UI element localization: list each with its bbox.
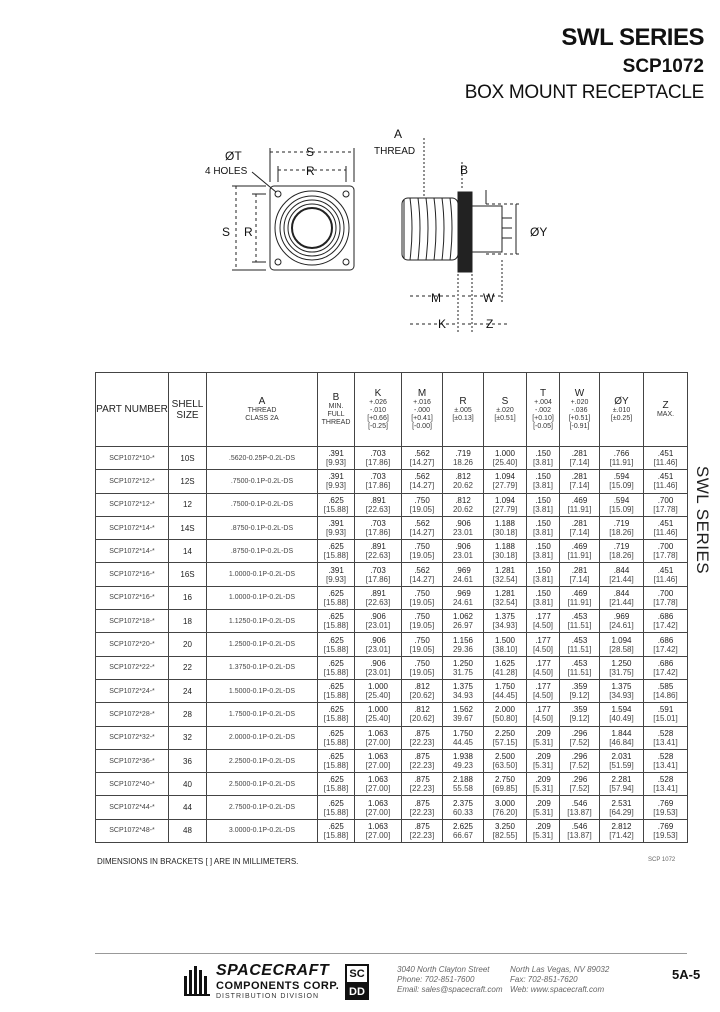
shell-size-cell: 14 <box>169 540 207 563</box>
part-number-cell: SCP1072*48-* <box>96 819 169 842</box>
part-number-cell: SCP1072*10-* <box>96 447 169 470</box>
dim-t-cell: .209 [5.31] <box>527 819 560 842</box>
table-row <box>96 563 688 586</box>
label-r-left: R <box>244 225 253 239</box>
dim-t-cell: .209 [5.31] <box>527 749 560 772</box>
table-header-row <box>96 373 688 447</box>
dim-t-cell: .150 [3.81] <box>527 540 560 563</box>
dim-y-cell: 2.031 [51.59] <box>600 749 644 772</box>
dim-b-cell: .625 [15.88] <box>318 703 355 726</box>
col-a-thread: A THREAD CLASS 2A <box>207 373 318 447</box>
shell-size-cell: 32 <box>169 726 207 749</box>
dim-b-cell: .625 [15.88] <box>318 679 355 702</box>
thread-cell: 2.5000-0.1P-0.2L-DS <box>207 773 318 796</box>
dim-y-cell: .594 [15.09] <box>600 493 644 516</box>
dim-r-cell: .906 23.01 <box>443 540 484 563</box>
dim-r-cell: 1.062 26.97 <box>443 610 484 633</box>
dim-m-cell: .750 [19.05] <box>402 610 443 633</box>
part-number-cell: SCP1072*44-* <box>96 796 169 819</box>
dim-y-cell: 1.250 [31.75] <box>600 656 644 679</box>
dim-t-cell: .177 [4.50] <box>527 679 560 702</box>
dim-y-cell: 1.594 [40.49] <box>600 703 644 726</box>
part-number-cell: SCP1072*14-* <box>96 540 169 563</box>
thread-cell: 1.0000-0.1P-0.2L-DS <box>207 586 318 609</box>
col-t: T +.004 -.002 [+0.10] [-0.05] <box>527 373 560 447</box>
footer-divider <box>95 953 687 954</box>
dim-z-cell: .686 [17.42] <box>644 610 688 633</box>
col-s: S ±.020 [±0.51] <box>484 373 527 447</box>
page-number: 5A-5 <box>672 967 701 982</box>
dim-s-cell: 2.250 [57.15] <box>484 726 527 749</box>
dim-m-cell: .812 [20.62] <box>402 679 443 702</box>
table-row <box>96 610 688 633</box>
dim-s-cell: 1.188 [30.18] <box>484 516 527 539</box>
dim-k-cell: 1.000 [25.40] <box>355 703 402 726</box>
label-holes: 4 HOLES <box>205 166 248 177</box>
dim-y-cell: .594 [15.09] <box>600 470 644 493</box>
thread-cell: 1.0000-0.1P-0.2L-DS <box>207 563 318 586</box>
label-m: M <box>431 291 441 305</box>
dim-m-cell: .562 [14.27] <box>402 516 443 539</box>
dim-t-cell: .150 [3.81] <box>527 516 560 539</box>
dim-s-cell: 1.500 [38.10] <box>484 633 527 656</box>
dim-b-cell: .625 [15.88] <box>318 540 355 563</box>
dim-k-cell: 1.063 [27.00] <box>355 796 402 819</box>
dim-s-cell: 1.375 [34.93] <box>484 610 527 633</box>
label-w: W <box>483 291 495 305</box>
table-row <box>96 586 688 609</box>
dim-r-cell: .812 20.62 <box>443 470 484 493</box>
dim-w-cell: .281 [7.14] <box>560 447 600 470</box>
col-m: M +.016 -.000 [+0.41] [-0.00] <box>402 373 443 447</box>
dim-w-cell: .453 [11.51] <box>560 633 600 656</box>
dim-r-cell: .812 20.62 <box>443 493 484 516</box>
dim-k-cell: 1.063 [27.00] <box>355 819 402 842</box>
dim-t-cell: .150 [3.81] <box>527 563 560 586</box>
shell-size-cell: 10S <box>169 447 207 470</box>
dim-t-cell: .177 [4.50] <box>527 656 560 679</box>
table-row <box>96 773 688 796</box>
dim-m-cell: .812 [20.62] <box>402 703 443 726</box>
address-block: 3040 North Clayton Street Phone: 702-851-7600 Email: sales@spacecraft.com <box>397 965 503 994</box>
dim-r-cell: .969 24.61 <box>443 563 484 586</box>
dim-w-cell: .469 [11.91] <box>560 540 600 563</box>
shell-size-cell: 22 <box>169 656 207 679</box>
dim-s-cell: 1.000 [25.40] <box>484 447 527 470</box>
dim-y-cell: .766 [11.91] <box>600 447 644 470</box>
dim-z-cell: .769 [19.53] <box>644 819 688 842</box>
dim-t-cell: .209 [5.31] <box>527 796 560 819</box>
dim-b-cell: .625 [15.88] <box>318 493 355 516</box>
thread-cell: .7500-0.1P-0.2L-DS <box>207 493 318 516</box>
dim-b-cell: .391 [9.93] <box>318 470 355 493</box>
table-row <box>96 540 688 563</box>
dim-k-cell: .703 [17.86] <box>355 470 402 493</box>
dim-s-cell: 2.750 [69.85] <box>484 773 527 796</box>
part-number-cell: SCP1072*16-* <box>96 563 169 586</box>
part-number-cell: SCP1072*14-* <box>96 516 169 539</box>
company-division: DISTRIBUTION DIVISION <box>216 993 320 1000</box>
thread-cell: 1.5000-0.1P-0.2L-DS <box>207 679 318 702</box>
dim-s-cell: 3.000 [76.20] <box>484 796 527 819</box>
dim-w-cell: .546 [13.87] <box>560 796 600 819</box>
dim-s-cell: 1.625 [41.28] <box>484 656 527 679</box>
dim-w-cell: .281 [7.14] <box>560 470 600 493</box>
dimensions-note: DIMENSIONS IN BRACKETS [ ] ARE IN MILLIMETERS. <box>97 857 299 866</box>
dim-y-cell: 1.375 [34.93] <box>600 679 644 702</box>
dim-b-cell: .625 [15.88] <box>318 610 355 633</box>
city-block: North Las Vegas, NV 89032 Fax: 702-851-7620 Web: www.spacecraft.com <box>510 965 610 994</box>
dim-m-cell: .750 [19.05] <box>402 493 443 516</box>
thread-cell: 1.2500-0.1P-0.2L-DS <box>207 633 318 656</box>
dim-w-cell: .296 [7.52] <box>560 749 600 772</box>
table-row <box>96 819 688 842</box>
company-name: SPACECRAFT <box>216 962 330 979</box>
dim-z-cell: .528 [13.41] <box>644 726 688 749</box>
dim-r-cell: 1.156 29.36 <box>443 633 484 656</box>
thread-cell: .8750-0.1P-0.2L-DS <box>207 540 318 563</box>
dim-y-cell: .969 [24.61] <box>600 610 644 633</box>
dim-z-cell: .585 [14.86] <box>644 679 688 702</box>
dim-m-cell: .562 [14.27] <box>402 563 443 586</box>
dim-y-cell: 2.531 [64.29] <box>600 796 644 819</box>
dim-w-cell: .469 [11.91] <box>560 586 600 609</box>
dim-r-cell: 1.250 31.75 <box>443 656 484 679</box>
dim-k-cell: .703 [17.86] <box>355 563 402 586</box>
dim-w-cell: .469 [11.91] <box>560 493 600 516</box>
col-b: B MIN. FULL THREAD <box>318 373 355 447</box>
thread-cell: 2.0000-0.1P-0.2L-DS <box>207 726 318 749</box>
dim-s-cell: 1.281 [32.54] <box>484 563 527 586</box>
dim-b-cell: .625 [15.88] <box>318 726 355 749</box>
dim-m-cell: .750 [19.05] <box>402 586 443 609</box>
dim-s-cell: 1.188 [30.18] <box>484 540 527 563</box>
thread-cell: 1.1250-0.1P-0.2L-DS <box>207 610 318 633</box>
part-number-cell: SCP1072*12-* <box>96 470 169 493</box>
dim-t-cell: .150 [3.81] <box>527 493 560 516</box>
thread-cell: 3.0000-0.1P-0.2L-DS <box>207 819 318 842</box>
dim-z-cell: .769 [19.53] <box>644 796 688 819</box>
dim-r-cell: .969 24.61 <box>443 586 484 609</box>
col-shell-size: SHELL SIZE <box>169 373 207 447</box>
part-number-cell: SCP1072*12-* <box>96 493 169 516</box>
dim-w-cell: .296 [7.52] <box>560 726 600 749</box>
table-row <box>96 516 688 539</box>
dim-y-cell: .719 [18.26] <box>600 540 644 563</box>
label-k: K <box>438 317 447 331</box>
shell-size-cell: 14S <box>169 516 207 539</box>
page-code: SCP 1072 <box>648 857 676 863</box>
dim-y-cell: 1.094 [28.58] <box>600 633 644 656</box>
dim-z-cell: .451 [11.46] <box>644 447 688 470</box>
dim-y-cell: .844 [21.44] <box>600 563 644 586</box>
dim-s-cell: 1.094 [27.79] <box>484 493 527 516</box>
dim-b-cell: .391 [9.93] <box>318 563 355 586</box>
label-b: B <box>460 163 469 177</box>
table-row <box>96 726 688 749</box>
dim-r-cell: 1.938 49.23 <box>443 749 484 772</box>
dim-b-cell: .625 [15.88] <box>318 749 355 772</box>
dim-b-cell: .625 [15.88] <box>318 656 355 679</box>
dim-k-cell: 1.063 [27.00] <box>355 726 402 749</box>
dim-k-cell: .891 [22.63] <box>355 586 402 609</box>
thread-cell: 2.7500-0.1P-0.2L-DS <box>207 796 318 819</box>
dim-t-cell: .209 [5.31] <box>527 726 560 749</box>
dim-w-cell: .546 [13.87] <box>560 819 600 842</box>
shell-size-cell: 16 <box>169 586 207 609</box>
dim-y-cell: 1.844 [46.84] <box>600 726 644 749</box>
part-number-cell: SCP1072*32-* <box>96 726 169 749</box>
dim-r-cell: .719 18.26 <box>443 447 484 470</box>
thread-cell: 1.7500-0.1P-0.2L-DS <box>207 703 318 726</box>
dim-k-cell: .891 [22.63] <box>355 493 402 516</box>
dim-w-cell: .281 [7.14] <box>560 516 600 539</box>
dim-y-cell: 2.812 [71.42] <box>600 819 644 842</box>
dim-b-cell: .391 [9.93] <box>318 516 355 539</box>
dim-m-cell: .562 [14.27] <box>402 470 443 493</box>
dim-w-cell: .453 [11.51] <box>560 656 600 679</box>
table-body <box>96 447 688 843</box>
dim-m-cell: .562 [14.27] <box>402 447 443 470</box>
label-r-top: R <box>306 164 315 178</box>
dim-b-cell: .625 [15.88] <box>318 586 355 609</box>
dim-k-cell: .906 [23.01] <box>355 656 402 679</box>
table-row <box>96 703 688 726</box>
dim-k-cell: 1.063 [27.00] <box>355 773 402 796</box>
dim-k-cell: .906 [23.01] <box>355 633 402 656</box>
dim-z-cell: .686 [17.42] <box>644 633 688 656</box>
dim-b-cell: .625 [15.88] <box>318 819 355 842</box>
technical-drawing <box>0 120 720 350</box>
dim-y-cell: .844 [21.44] <box>600 586 644 609</box>
col-r: R ±.005 [±0.13] <box>443 373 484 447</box>
dim-y-cell: .719 [18.26] <box>600 516 644 539</box>
dim-k-cell: .703 [17.86] <box>355 516 402 539</box>
dim-r-cell: 1.375 34.93 <box>443 679 484 702</box>
dim-r-cell: .906 23.01 <box>443 516 484 539</box>
dim-w-cell: .296 [7.52] <box>560 773 600 796</box>
dim-r-cell: 1.750 44.45 <box>443 726 484 749</box>
part-number-cell: SCP1072*36-* <box>96 749 169 772</box>
dim-z-cell: .686 [17.42] <box>644 656 688 679</box>
part-number-cell: SCP1072*40-* <box>96 773 169 796</box>
thread-cell: .8750-0.1P-0.2L-DS <box>207 516 318 539</box>
dim-b-cell: .625 [15.88] <box>318 796 355 819</box>
label-a: A <box>394 127 403 141</box>
table-row <box>96 749 688 772</box>
label-phi-t: ØT <box>225 149 242 163</box>
shell-size-cell: 48 <box>169 819 207 842</box>
label-phi-y: ØY <box>530 225 548 239</box>
shell-size-cell: 16S <box>169 563 207 586</box>
shell-size-cell: 12S <box>169 470 207 493</box>
dim-m-cell: .750 [19.05] <box>402 633 443 656</box>
dim-w-cell: .281 [7.14] <box>560 563 600 586</box>
dimensions-table <box>95 372 688 843</box>
col-w: W +.020 -.036 [+0.51] [-0.91] <box>560 373 600 447</box>
table-row <box>96 633 688 656</box>
dim-z-cell: .528 [13.41] <box>644 773 688 796</box>
part-number-cell: SCP1072*24-* <box>96 679 169 702</box>
shell-size-cell: 20 <box>169 633 207 656</box>
dim-b-cell: .391 [9.93] <box>318 447 355 470</box>
shell-size-cell: 12 <box>169 493 207 516</box>
table-row <box>96 796 688 819</box>
dim-r-cell: 2.625 66.67 <box>443 819 484 842</box>
dim-t-cell: .209 [5.31] <box>527 773 560 796</box>
shell-size-cell: 44 <box>169 796 207 819</box>
table-row <box>96 493 688 516</box>
label-thread: THREAD <box>374 146 416 157</box>
shell-size-cell: 24 <box>169 679 207 702</box>
dim-z-cell: .451 [11.46] <box>644 470 688 493</box>
dim-w-cell: .359 [9.12] <box>560 679 600 702</box>
scdd-logo: SC DD <box>345 964 369 1000</box>
dim-k-cell: .891 [22.63] <box>355 540 402 563</box>
part-number-cell: SCP1072*28-* <box>96 703 169 726</box>
dim-z-cell: .700 [17.78] <box>644 493 688 516</box>
part-number-cell: SCP1072*20-* <box>96 633 169 656</box>
dim-t-cell: .150 [3.81] <box>527 447 560 470</box>
dim-k-cell: .906 [23.01] <box>355 610 402 633</box>
dim-r-cell: 2.188 55.58 <box>443 773 484 796</box>
label-z: Z <box>486 317 494 331</box>
product-description: BOX MOUNT RECEPTACLE <box>464 82 704 103</box>
col-y: ØY ±.010 [±0.25] <box>600 373 644 447</box>
dim-s-cell: 1.281 [32.54] <box>484 586 527 609</box>
company-subtitle: COMPONENTS CORP. <box>216 980 340 992</box>
label-s-left: S <box>222 225 231 239</box>
dim-s-cell: 2.000 [50.80] <box>484 703 527 726</box>
shell-size-cell: 18 <box>169 610 207 633</box>
dim-z-cell: .700 [17.78] <box>644 586 688 609</box>
dim-m-cell: .750 [19.05] <box>402 656 443 679</box>
thread-cell: .5620-0.25P-0.2L-DS <box>207 447 318 470</box>
dim-z-cell: .451 [11.46] <box>644 516 688 539</box>
col-part-number: PART NUMBER <box>96 373 169 447</box>
shell-size-cell: 28 <box>169 703 207 726</box>
dim-w-cell: .453 [11.51] <box>560 610 600 633</box>
dim-t-cell: .150 [3.81] <box>527 586 560 609</box>
part-number-title: SCP1072 <box>622 56 704 77</box>
part-number-cell: SCP1072*16-* <box>96 586 169 609</box>
dim-m-cell: .875 [22.23] <box>402 773 443 796</box>
dim-z-cell: .591 [15.01] <box>644 703 688 726</box>
table-row <box>96 470 688 493</box>
dim-m-cell: .875 [22.23] <box>402 796 443 819</box>
dim-z-cell: .451 [11.46] <box>644 563 688 586</box>
dim-m-cell: .750 [19.05] <box>402 540 443 563</box>
side-series-label: SWL SERIES <box>693 465 712 575</box>
dim-m-cell: .875 [22.23] <box>402 749 443 772</box>
dim-t-cell: .150 [3.81] <box>527 470 560 493</box>
col-k: K +.026 -.010 [+0.66] [-0.25] <box>355 373 402 447</box>
table-row <box>96 447 688 470</box>
dim-r-cell: 1.562 39.67 <box>443 703 484 726</box>
series-title: SWL SERIES <box>561 24 704 51</box>
dim-m-cell: .875 [22.23] <box>402 726 443 749</box>
dim-m-cell: .875 [22.23] <box>402 819 443 842</box>
thread-cell: 1.3750-0.1P-0.2L-DS <box>207 656 318 679</box>
dim-r-cell: 2.375 60.33 <box>443 796 484 819</box>
dim-s-cell: 1.750 [44.45] <box>484 679 527 702</box>
part-number-cell: SCP1072*22-* <box>96 656 169 679</box>
dim-b-cell: .625 [15.88] <box>318 633 355 656</box>
dim-y-cell: 2.281 [57.94] <box>600 773 644 796</box>
thread-cell: .7500-0.1P-0.2L-DS <box>207 470 318 493</box>
dim-s-cell: 3.250 [82.55] <box>484 819 527 842</box>
col-z: Z MAX. <box>644 373 688 447</box>
label-s-top: S <box>306 145 315 159</box>
part-number-cell: SCP1072*18-* <box>96 610 169 633</box>
dim-k-cell: 1.063 [27.00] <box>355 749 402 772</box>
dim-k-cell: 1.000 [25.40] <box>355 679 402 702</box>
table-row <box>96 656 688 679</box>
shell-size-cell: 40 <box>169 773 207 796</box>
dim-z-cell: .700 [17.78] <box>644 540 688 563</box>
thread-cell: 2.2500-0.1P-0.2L-DS <box>207 749 318 772</box>
dim-s-cell: 1.094 [27.79] <box>484 470 527 493</box>
dim-t-cell: .177 [4.50] <box>527 610 560 633</box>
dim-k-cell: .703 [17.86] <box>355 447 402 470</box>
dim-z-cell: .528 [13.41] <box>644 749 688 772</box>
dim-b-cell: .625 [15.88] <box>318 773 355 796</box>
dim-w-cell: .359 [9.12] <box>560 703 600 726</box>
table-row <box>96 679 688 702</box>
shell-size-cell: 36 <box>169 749 207 772</box>
dim-t-cell: .177 [4.50] <box>527 703 560 726</box>
dim-s-cell: 2.500 [63.50] <box>484 749 527 772</box>
dim-t-cell: .177 [4.50] <box>527 633 560 656</box>
company-logo-icon <box>184 966 212 996</box>
